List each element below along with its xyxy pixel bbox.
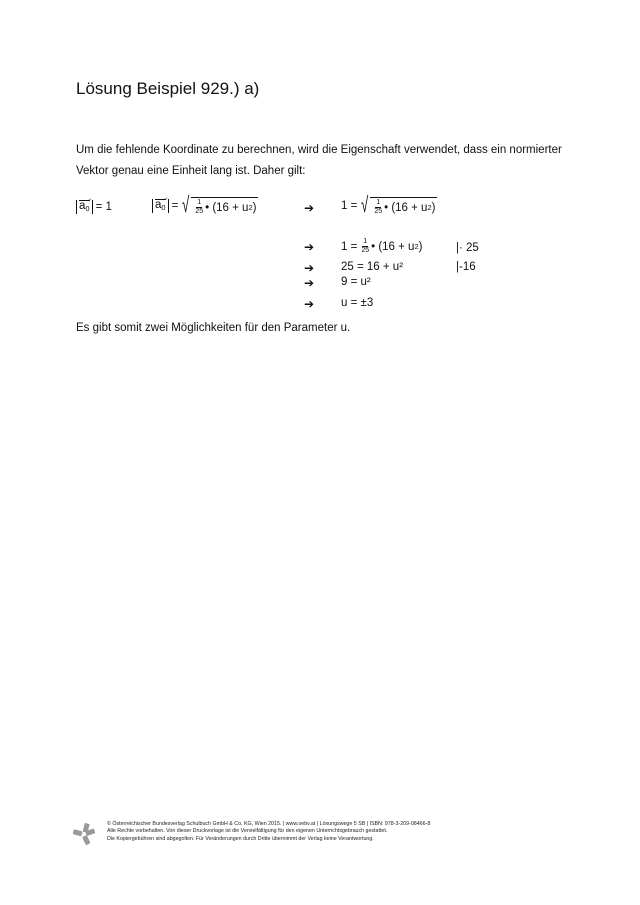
equation-step-2: 1 = $\frac{1}{25}$ • (16 + u 2 ) bbox=[341, 238, 423, 254]
equation-norm-one: $a_0$ → = 1 bbox=[76, 200, 112, 214]
square-root: √ $\frac{1}{25}$ • (16 + u 2 ) bbox=[182, 192, 257, 217]
footer-copyright bbox=[107, 821, 487, 843]
intro-line-1: Um die fehlende Koordinate zu berechnen, wird die Eigenschaft verwendet, dass ein normierter bbox=[76, 144, 562, 156]
footer-line-3: Die Kopiergebühren sind abgegolten. Für Veränderungen durch Dritte übernimmt der Verlag keine Verantwortung. bbox=[107, 835, 374, 842]
conclusion-text: Es gibt somit zwei Möglichkeiten für den Parameter u. bbox=[76, 322, 351, 334]
operation-step-3: |-16 bbox=[456, 261, 476, 273]
equation-step-3: 25 = 16 + u² bbox=[341, 261, 404, 273]
square-root: √ $\frac{1}{25}$ • (16 + u 2 ) bbox=[361, 192, 436, 217]
equation-step-1: 1 = √ $\frac{1}{25}$ • (16 + u 2 ) bbox=[341, 192, 436, 217]
arrow-icon: ➔ bbox=[304, 240, 315, 254]
operation-step-2: |· 25 bbox=[456, 242, 479, 254]
vector-magnitude: $a_0$ → bbox=[152, 199, 169, 213]
equation-step-4: 9 = u² bbox=[341, 276, 371, 288]
arrow-icon: ➔ bbox=[304, 276, 315, 290]
intro-line-2: Vektor genau eine Einheit lang ist. Daher gilt: bbox=[76, 165, 306, 177]
arrow-icon: ➔ bbox=[304, 201, 315, 215]
arrow-icon: ➔ bbox=[304, 261, 315, 275]
arrow-icon: ➔ bbox=[304, 297, 315, 311]
page-title: Lösung Beispiel 929.) a) bbox=[76, 79, 260, 98]
equation-magnitude-formula: $a_0$ → = √ $\frac{1}{25}$ • (16 + u 2 ) bbox=[152, 195, 258, 216]
footer-line-2: Alle Rechte vorbehalten. Von dieser Druckvorlage ist die Vervielfältigung für den eigenen Unterrichtsgebrauch gestattet. bbox=[107, 828, 388, 835]
publisher-logo-icon bbox=[73, 823, 95, 845]
footer-line-1: © Österreichischer Bundesverlag Schulbuch GmbH & Co. KG, Wien 2015. | www.oebv.at | Lösungswege 5 SB | ISBN: 978-3-209-08466-8 bbox=[107, 821, 431, 827]
intro-text bbox=[76, 140, 576, 182]
vector-magnitude: $a_0$ → bbox=[76, 200, 93, 214]
equation-step-5: u = ±3 bbox=[341, 297, 374, 309]
